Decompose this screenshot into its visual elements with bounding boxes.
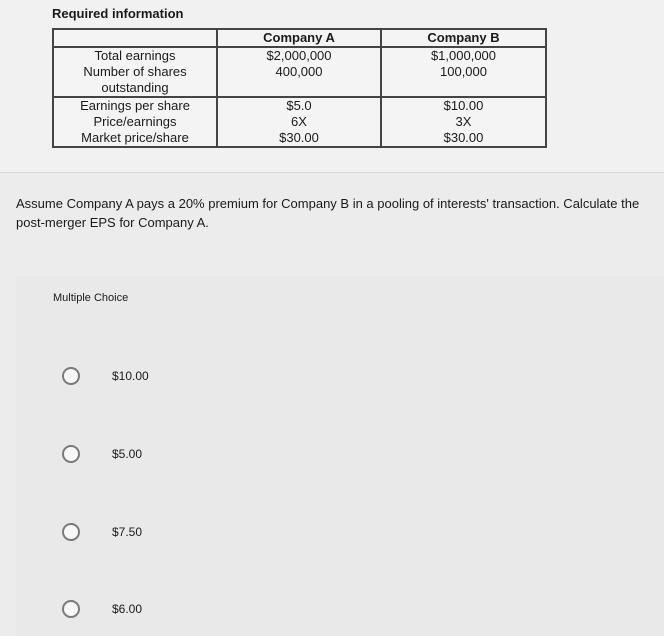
choice-option[interactable] (62, 445, 142, 463)
table-header-empty (53, 29, 217, 47)
choice-option[interactable] (62, 523, 142, 541)
table-header-row (53, 29, 546, 47)
radio-button[interactable] (62, 445, 80, 463)
choice-label: $10.00 (112, 369, 149, 383)
required-information-panel (0, 0, 664, 173)
choice-label: $7.50 (112, 525, 143, 539)
table-header-company-a: Company A (217, 29, 381, 47)
choice-label: $5.00 (112, 447, 143, 461)
company-b-values: $10.00 3X $30.00 (443, 98, 484, 145)
choice-option[interactable] (62, 367, 149, 385)
radio-button[interactable] (62, 600, 80, 618)
table-row (53, 47, 546, 97)
company-a-values: $2,000,000 400,000 (266, 48, 332, 79)
row-label-cell (53, 97, 217, 147)
row-label-cell (53, 47, 217, 97)
question-text: Assume Company A pays a 20% premium for Company B in a pooling of interests' transaction. Calculate the post-merger EPS for Company A. (16, 196, 640, 230)
table-header-company-b: Company B (381, 29, 546, 47)
row-label-text: Total earnings Number of shares outstanding (83, 48, 187, 95)
table-row (53, 97, 546, 147)
section-title: Required information (52, 6, 184, 21)
company-b-cell (381, 97, 546, 147)
company-b-cell (381, 47, 546, 97)
radio-button[interactable] (62, 523, 80, 541)
company-a-cell (217, 47, 381, 97)
company-b-values: $1,000,000 100,000 (430, 48, 497, 79)
radio-button[interactable] (62, 367, 80, 385)
company-data-table (52, 28, 547, 148)
choice-option[interactable] (62, 600, 142, 618)
multiple-choice-label: Multiple Choice (53, 292, 129, 304)
choice-label: $6.00 (112, 602, 143, 616)
multiple-choice-panel (16, 276, 664, 636)
company-a-cell (217, 97, 381, 147)
company-a-values: $5.0 6X $30.00 (279, 98, 319, 145)
row-label-text: Earnings per share Price/earnings Market price/share (80, 98, 190, 145)
